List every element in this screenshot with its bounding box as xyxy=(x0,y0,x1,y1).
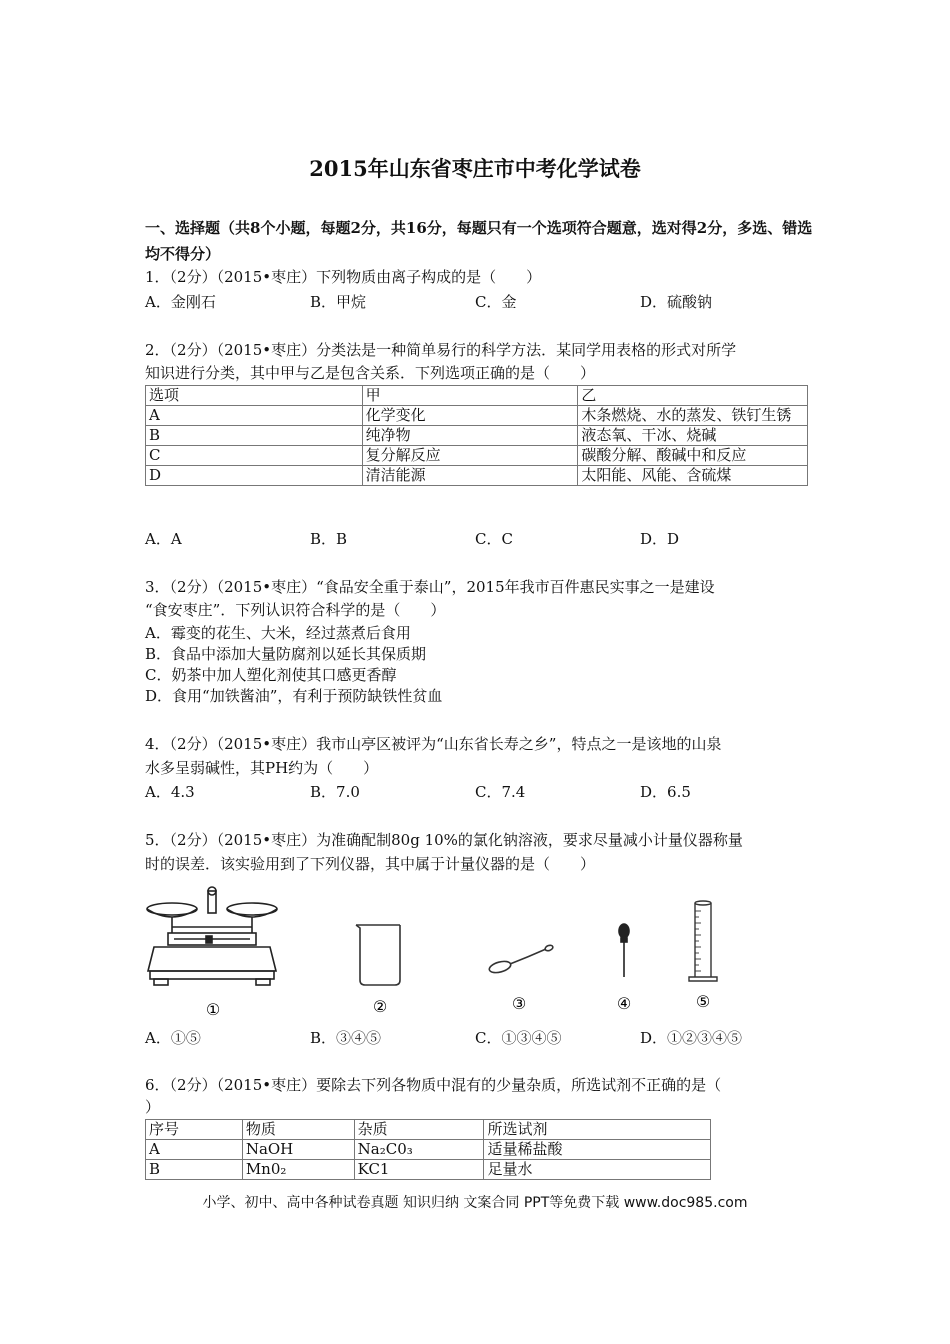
table-header-cell: 乙 xyxy=(578,386,808,406)
question-2-stem-line1: 2．（2分）（2015•枣庄）分类法是一种简单易行的科学方法．某同学用表格的形式对所学 xyxy=(145,341,737,359)
q3-option-a: A．霉变的花生、大米，经过蒸煮后食用 xyxy=(145,624,411,642)
dropper-icon xyxy=(619,924,629,977)
q2-classification-table xyxy=(145,385,808,486)
table-row xyxy=(146,466,808,486)
table-cell: 适量稀盐酸 xyxy=(484,1140,711,1160)
table-row xyxy=(146,1160,711,1180)
instrument-label: ③ xyxy=(511,994,527,1013)
table-header-cell: 选项 xyxy=(146,386,363,406)
q5-option-b: B．③④⑤ xyxy=(310,1029,382,1047)
table-row xyxy=(146,426,808,446)
instrument-label: ⑤ xyxy=(695,992,711,1011)
table-cell: 碳酸分解、酸碱中和反应 xyxy=(578,446,808,466)
graduated-cylinder-icon xyxy=(689,901,717,981)
table-cell: 清洁能源 xyxy=(362,466,578,486)
table-cell: B xyxy=(146,426,363,446)
page-title: 2015年山东省枣庄市中考化学试卷 xyxy=(309,156,641,181)
question-4-stem-line2: 水多呈弱碱性，其PH约为（ ） xyxy=(145,759,379,777)
section-heading: 一、选择题（共8个小题，每题2分，共16分，每题只有一个选项符合题意，选对得2分，多选、错选均不得分） xyxy=(145,219,813,263)
q4-option-b: B．7.0 xyxy=(310,783,360,801)
table-row xyxy=(146,446,808,466)
instrument-label: ② xyxy=(372,997,388,1016)
q4-option-a: A．4.3 xyxy=(145,783,195,801)
beaker-icon xyxy=(356,925,400,985)
q4-option-d: D．6.5 xyxy=(640,783,691,801)
table-cell: C xyxy=(146,446,363,466)
table-cell: 液态氧、干冰、烧碱 xyxy=(578,426,808,446)
balance-scale-icon xyxy=(147,887,277,985)
medicine-spoon-icon xyxy=(488,944,554,974)
table-cell: 复分解反应 xyxy=(362,446,578,466)
question-5-stem-line1: 5．（2分）（2015•枣庄）为准确配制80g 10%的氯化钠溶液，要求尽量减小计量仪器称量 xyxy=(145,831,743,849)
instrument-label: ④ xyxy=(616,994,632,1013)
q5-option-d: D．①②③④⑤ xyxy=(640,1029,743,1047)
table-cell: Mn0₂ xyxy=(242,1160,354,1180)
table-header-cell: 杂质 xyxy=(354,1120,484,1140)
table-header-cell: 所选试剂 xyxy=(484,1120,711,1140)
q3-option-d: D．食用“加铁酱油”，有利于预防缺铁性贫血 xyxy=(145,687,443,705)
q2-option-a: A．A xyxy=(145,530,182,548)
question-6-stem-line2: ） xyxy=(145,1098,161,1116)
table-cell: A xyxy=(146,1140,243,1160)
question-5-stem-line2: 时的误差．该实验用到了下列仪器，其中属于计量仪器的是（ ） xyxy=(145,855,596,873)
q1-option-d: D．硫酸钠 xyxy=(640,293,713,311)
table-row xyxy=(146,1140,711,1160)
table-cell: 木条燃烧、水的蒸发、铁钉生锈 xyxy=(578,406,808,426)
q4-option-c: C．7.4 xyxy=(475,783,526,801)
table-cell: NaOH xyxy=(242,1140,354,1160)
q5-option-c: C．①③④⑤ xyxy=(475,1029,562,1047)
table-cell: Na₂C0₃ xyxy=(354,1140,484,1160)
table-header-cell: 序号 xyxy=(146,1120,243,1140)
q1-option-a: A．金刚石 xyxy=(145,293,216,311)
table-cell: B xyxy=(146,1160,243,1180)
table-cell: 足量水 xyxy=(484,1160,711,1180)
table-header-row xyxy=(146,1120,711,1140)
table-cell: D xyxy=(146,466,363,486)
q3-option-b: B．食品中添加大量防腐剂以延长其保质期 xyxy=(145,645,427,663)
question-3-stem-line2: “食安枣庄”．下列认识符合科学的是（ ） xyxy=(145,601,446,619)
q1-option-b: B．甲烷 xyxy=(310,293,367,311)
table-header-cell: 物质 xyxy=(242,1120,354,1140)
q2-option-c: C．C xyxy=(475,530,513,548)
table-cell: 太阳能、风能、含硫煤 xyxy=(578,466,808,486)
table-cell: A xyxy=(146,406,363,426)
q2-option-b: B．B xyxy=(310,530,348,548)
q1-option-c: C．金 xyxy=(475,293,517,311)
question-1-stem: 1．（2分）（2015•枣庄）下列物质由离子构成的是（ ） xyxy=(145,268,542,286)
question-2-stem-line2: 知识进行分类，其中甲与乙是包含关系．下列选项正确的是（ ） xyxy=(145,364,596,382)
table-cell: 纯净物 xyxy=(362,426,578,446)
page-footer: 小学、初中、高中各种试卷真题 知识归纳 文案合同 PPT等免费下载 www.doc985.com xyxy=(202,1195,748,1211)
table-header-cell: 甲 xyxy=(362,386,578,406)
q3-option-c: C．奶茶中加人塑化剂使其口感更香醇 xyxy=(145,666,397,684)
q2-option-d: D．D xyxy=(640,530,680,548)
table-cell: KC1 xyxy=(354,1160,484,1180)
instrument-label: ① xyxy=(205,1000,221,1019)
table-header-row xyxy=(146,386,808,406)
question-6-stem-line1: 6．（2分）（2015•枣庄）要除去下列各物质中混有的少量杂质，所选试剂不正确的是（ xyxy=(145,1076,722,1094)
q6-impurity-table xyxy=(145,1119,711,1180)
table-row xyxy=(146,406,808,426)
question-3-stem-line1: 3．（2分）（2015•枣庄）“食品安全重于泰山”，2015年我市百件惠民实事之一是建设 xyxy=(145,578,715,596)
lab-instruments-figure xyxy=(140,885,740,1020)
q5-option-a: A．①⑤ xyxy=(145,1029,201,1047)
table-cell: 化学变化 xyxy=(362,406,578,426)
question-4-stem-line1: 4．（2分）（2015•枣庄）我市山亭区被评为“山东省长寿之乡”，特点之一是该地的山泉 xyxy=(145,735,722,753)
